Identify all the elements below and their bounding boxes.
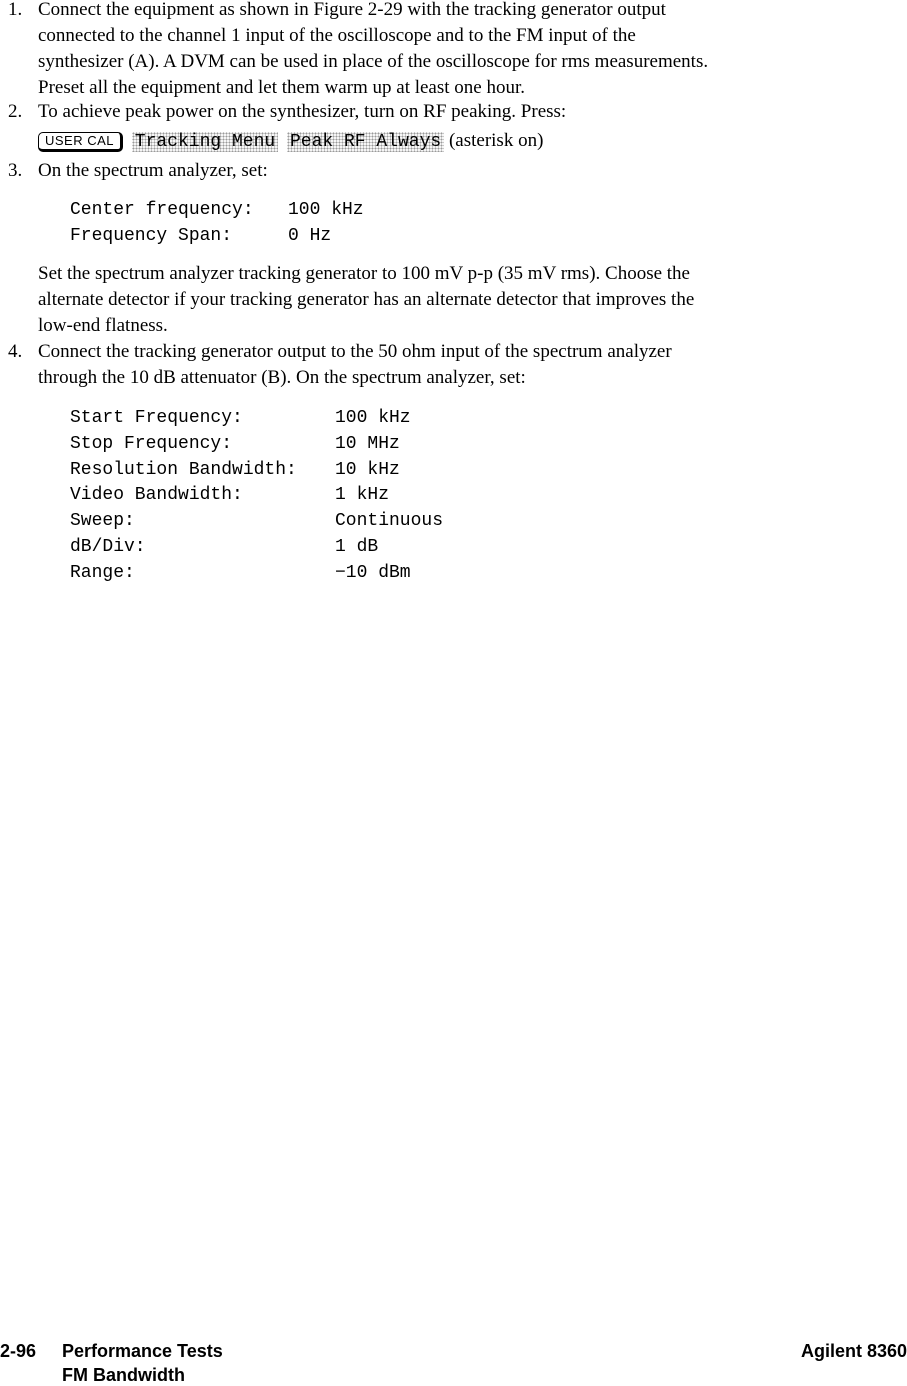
step-1-line-2: connected to the channel 1 input of the oscilloscope and to the FM input of the	[38, 25, 636, 46]
setting-label: Range:	[70, 563, 135, 583]
step-2-number: 2.	[8, 101, 23, 122]
setting-value: 1 dB	[335, 537, 379, 557]
setting-label: Start Frequency:	[70, 408, 243, 428]
setting-label: Frequency Span:	[70, 226, 233, 246]
step-1-line-4: Preset all the equipment and let them warm up at least one hour.	[38, 77, 526, 98]
step-2-line-1: To achieve peak power on the synthesizer, turn on RF peaking. Press:	[38, 101, 567, 122]
tracking-menu-softkey: Tracking Menu	[132, 132, 278, 152]
asterisk-note: (asterisk on)	[448, 130, 544, 151]
step-1-line-1: Connect the equipment as shown in Figure 2-29 with the tracking generator output	[38, 0, 666, 20]
setting-label: Video Bandwidth:	[70, 485, 243, 505]
step-3-after-line-2: alternate detector if your tracking generator has an alternate detector that improves the	[38, 289, 695, 310]
step-4-number: 4.	[8, 341, 23, 362]
setting-label: Stop Frequency:	[70, 434, 233, 454]
setting-label: Resolution Bandwidth:	[70, 460, 297, 480]
step-3-after-line-3: low-end flatness.	[38, 315, 168, 336]
setting-value: 10 kHz	[335, 460, 400, 480]
step-4-line-2: through the 10 dB attenuator (B). On the spectrum analyzer, set:	[38, 367, 526, 388]
page-number: 2-96	[0, 1341, 37, 1361]
setting-value: 10 MHz	[335, 434, 400, 454]
step-4-line-1: Connect the tracking generator output to the 50 ohm input of the spectrum analyzer	[38, 341, 672, 362]
subsection-title: FM Bandwidth	[62, 1365, 185, 1385]
user-cal-key: USER CAL	[38, 132, 123, 152]
setting-value: 0 Hz	[288, 226, 332, 246]
setting-value: 1 kHz	[335, 485, 390, 505]
setting-label: Center frequency:	[70, 200, 254, 220]
section-title: Performance Tests	[62, 1341, 223, 1361]
peak-rf-always-softkey: Peak RF Always	[287, 132, 444, 152]
step-1-number: 1.	[8, 0, 23, 20]
step-3-number: 3.	[8, 160, 23, 181]
step-3-line-1: On the spectrum analyzer, set:	[38, 160, 268, 181]
step-1-line-3: synthesizer (A). A DVM can be used in place of the oscilloscope for rms measurements.	[38, 51, 709, 72]
setting-value: Continuous	[335, 511, 444, 531]
setting-value: 100 kHz	[288, 200, 364, 220]
setting-value: −10 dBm	[335, 563, 411, 583]
step-3-after-line-1: Set the spectrum analyzer tracking generator to 100 mV p-p (35 mV rms). Choose the	[38, 263, 690, 284]
product-name: Agilent 8360	[800, 1341, 907, 1361]
step-2-key-sequence	[38, 128, 543, 154]
setting-value: 100 kHz	[335, 408, 411, 428]
setting-label: Sweep:	[70, 511, 135, 531]
setting-label: dB/Div:	[70, 537, 146, 557]
